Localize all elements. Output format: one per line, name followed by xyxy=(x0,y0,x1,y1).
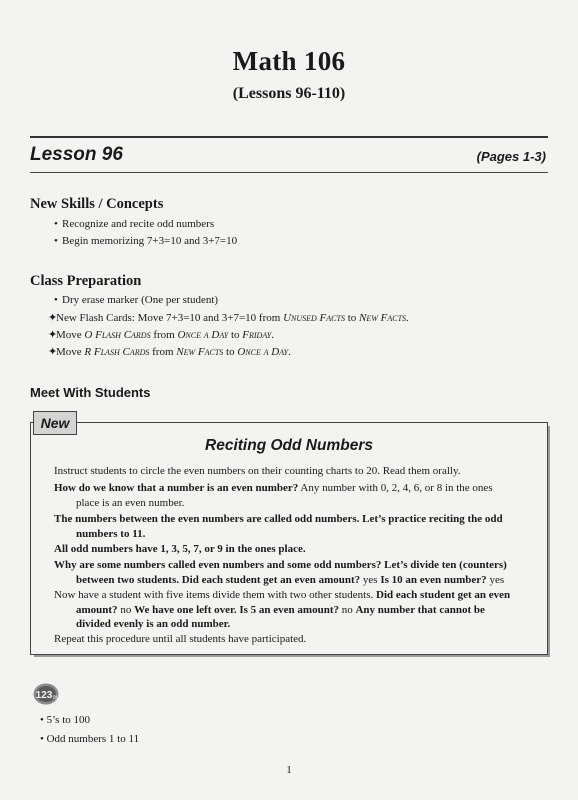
page-title: Math 106 xyxy=(232,46,346,76)
paragraph: All odd numbers have 1, 3, 5, 7, or 9 in the ones place. xyxy=(54,543,306,555)
paragraph: The numbers between the even numbers are called odd numbers. Let’s practice reciting the odd numbers to 11. xyxy=(54,513,503,540)
meet-heading: Meet With Students xyxy=(30,385,151,400)
lesson-title: Lesson 96 xyxy=(30,144,123,165)
new-skills-heading: New Skills / Concepts xyxy=(30,196,164,212)
list-item: • Odd numbers 1 to 11 xyxy=(40,733,140,745)
new-tab-label: New xyxy=(33,411,77,435)
list-item: ✦Move O Flash Cards from Once a Day to Friday. xyxy=(48,329,274,341)
counting-badge-icon xyxy=(33,683,59,705)
paragraph: Instruct students to circle the even numbers on their counting charts to 20. Read them orally. xyxy=(54,465,461,477)
paragraph: Now have a student with five items divide them with two other students. Did each student get an even amount? no We have one left over. Is 5 an even amount? no Any number that cannot be divided evenly is an odd number. xyxy=(54,589,511,630)
paragraph: How do we know that a number is an even number? Any number with 0, 2, 4, 6, or 8 in the ones place is an even number. xyxy=(54,482,493,509)
class-prep-heading: Class Preparation xyxy=(30,273,142,289)
lesson-divider xyxy=(30,172,548,173)
list-item: ✦Move R Flash Cards from New Facts to Once a Day. xyxy=(48,346,291,358)
paragraph: Repeat this procedure until all students have participated. xyxy=(54,633,307,645)
badge-number: 123 xyxy=(35,690,53,701)
list-item: • 5’s to 100 xyxy=(40,714,91,726)
lesson-pages: (Pages 1-3) xyxy=(476,149,546,164)
activity-title: Reciting Odd Numbers xyxy=(205,437,373,454)
list-item: • Recognize and recite odd numbers xyxy=(54,218,215,230)
paragraph: Why are some numbers called even numbers and some odd numbers? Let’s divide ten (counters) between two students. Did each student get an even amount? yes Is 10 an even number? yes xyxy=(54,559,507,586)
badge-suffix: m xyxy=(52,695,58,701)
header-divider xyxy=(30,136,548,138)
page-number: 1 xyxy=(286,764,292,776)
list-item: • Dry erase marker (One per student) xyxy=(54,294,219,306)
list-item: • Begin memorizing 7+3=10 and 3+7=10 xyxy=(54,235,238,247)
list-item: ✦New Flash Cards: Move 7+3=10 and 3+7=10 from Unused Facts to New Facts. xyxy=(48,312,409,324)
page-subtitle: (Lessons 96-110) xyxy=(232,85,346,102)
